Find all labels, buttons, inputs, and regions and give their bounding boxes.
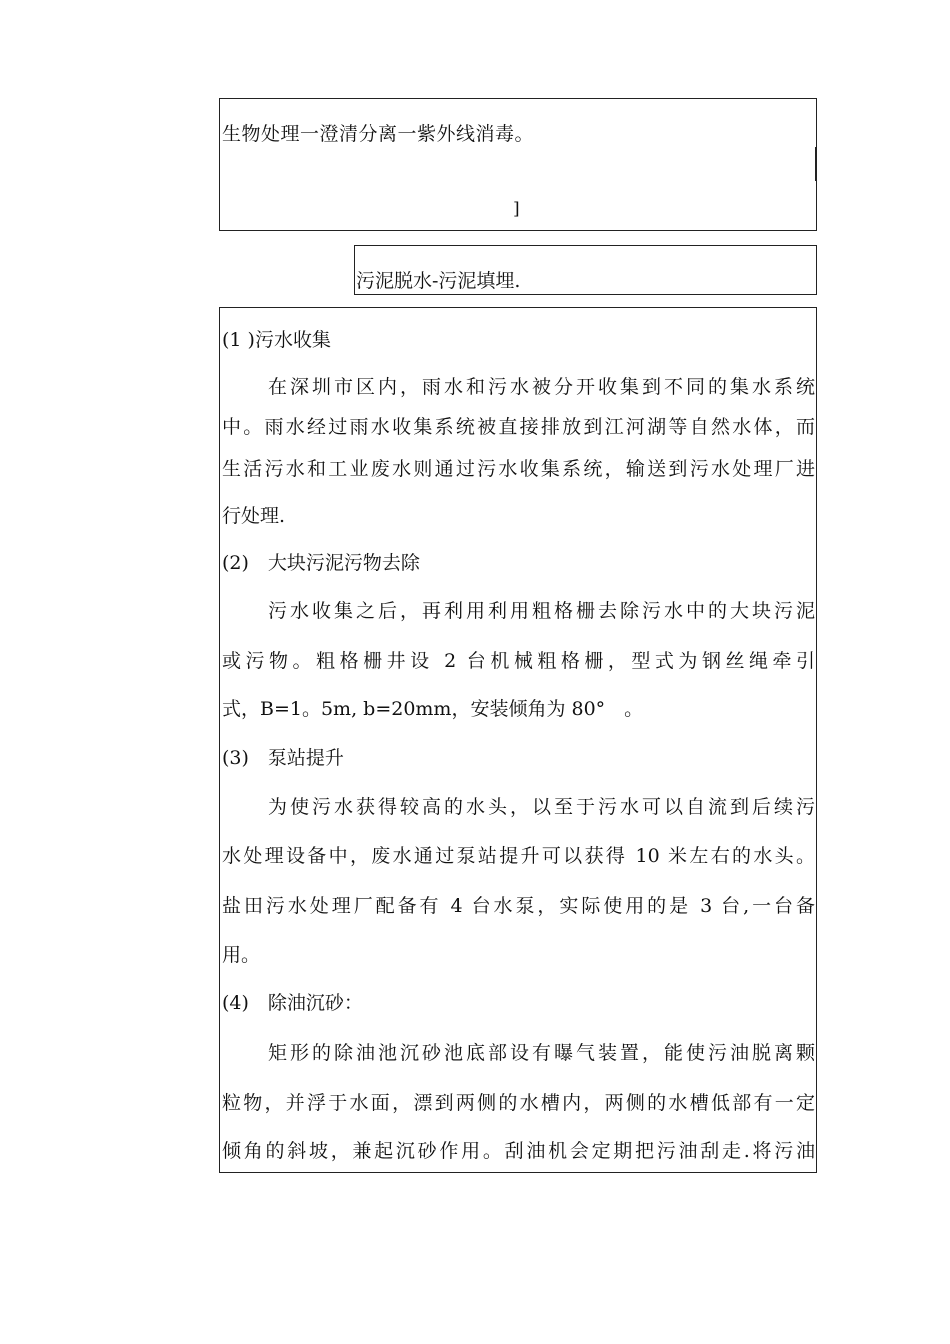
paragraph-line: 粒物，并浮于水面，漂到两侧的水槽内，两侧的水槽低部有一定 (222, 1092, 815, 1114)
section-1-heading: (1 )污水收集 (222, 329, 331, 351)
border-mark (815, 147, 817, 181)
paragraph-line: 用。 (222, 944, 261, 966)
sludge-flow-text: 污泥脱水-污泥填埋. (356, 270, 521, 292)
section-2-heading: (2) 大块污泥污物去除 (222, 552, 420, 574)
paragraph-line: 在深圳市区内，雨水和污水被分开收集到不同的集水系统 (268, 376, 815, 398)
paragraph-line: 式，B=1。5m, b=20mm，安装倾角为 80° 。 (222, 698, 644, 720)
bracket-mark: ] (513, 199, 520, 219)
paragraph-line: 或污物。粗格栅井设 2 台机械粗格栅，型式为钢丝绳牵引 (222, 650, 815, 672)
paragraph-line: 污水收集之后，再利用利用粗格栅去除污水中的大块污泥 (268, 600, 815, 622)
paragraph-line: 水处理设备中，废水通过泵站提升可以获得 10 米左右的水头。 (222, 845, 815, 867)
paragraph-line: 矩形的除油池沉砂池底部设有曝气装置，能使污油脱离颗 (268, 1042, 815, 1064)
process-box-top (219, 98, 817, 231)
paragraph-line: 生活污水和工业废水则通过污水收集系统，输送到污水处理厂进 (222, 458, 815, 480)
section-4-heading: (4) 除油沉砂： (222, 992, 363, 1014)
description-box (219, 307, 817, 1173)
process-flow-text: 生物处理一澄清分离一紫外线消毒。 (222, 123, 535, 145)
section-3-heading: (3) 泵站提升 (222, 747, 344, 769)
paragraph-line: 中。雨水经过雨水收集系统被直接排放到江河湖等自然水体，而 (222, 416, 815, 438)
paragraph-line: 倾角的斜坡，兼起沉砂作用。刮油机会定期把污油刮走.将污油 (222, 1140, 815, 1162)
paragraph-line: 盐田污水处理厂配备有 4 台水泵，实际使用的是 3 台,一台备 (222, 895, 815, 917)
process-box-sludge (354, 245, 817, 295)
paragraph-line: 为使污水获得较高的水头，以至于污水可以自流到后续污 (268, 796, 815, 818)
paragraph-line: 行处理. (222, 505, 286, 527)
